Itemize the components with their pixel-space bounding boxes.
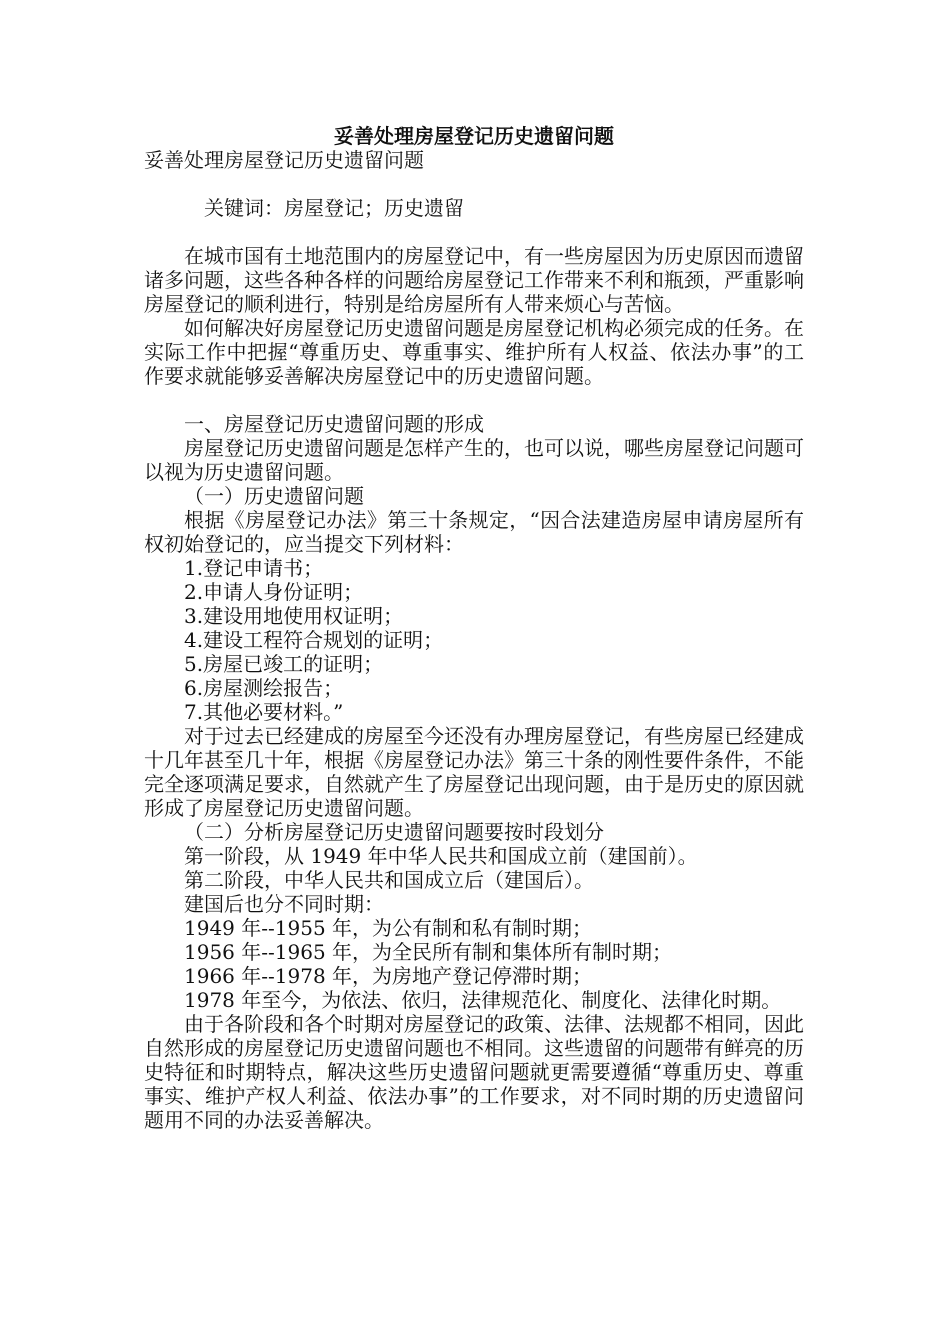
stage-line: 1978 年至今，为依法、依归，法律规范化、制度化、法律化时期。: [184, 988, 782, 1012]
blank-line: [144, 172, 804, 196]
list-item: 3.建设用地使用权证明；: [184, 604, 404, 628]
list-item: 7.其他必要材料。”: [184, 700, 344, 724]
paragraph: 根据《房屋登记办法》第三十条规定，“因合法建造房屋申请房屋所有权初始登记的，应当提交下列材料：: [144, 508, 804, 556]
stage-line: 第二阶段，中华人民共和国成立后（建国后）。: [184, 868, 594, 892]
blank-line: [144, 388, 804, 412]
keywords-line: 关键词：房屋登记；历史遗留: [204, 196, 464, 220]
blank-line: [144, 220, 804, 244]
stage-line: 建国后也分不同时期：: [184, 892, 384, 916]
list-item: 6.房屋测绘报告；: [184, 676, 344, 700]
subsection-heading: （一）历史遗留问题: [184, 484, 364, 508]
list-item: 4.建设工程符合规划的证明；: [184, 628, 444, 652]
paragraph: 对于过去已经建成的房屋至今还没有办理房屋登记，有些房屋已经建成十几年甚至几十年，根据《房屋登记办法》第三十条的刚性要件条件，不能完全逐项满足要求，自然就产生了房屋登记出现问题，由于是历史的原因就形成了房屋登记历史遗留问题。: [144, 724, 804, 820]
paragraph: 如何解决好房屋登记历史遗留问题是房屋登记机构必须完成的任务。在实际工作中把握“尊重历史、尊重事实、维护所有人权益、依法办事”的工作要求就能够妥善解决房屋登记中的历史遗留问题。: [144, 316, 804, 388]
stage-line: 1966 年--1978 年，为房地产登记停滞时期；: [184, 964, 593, 988]
paragraph: 房屋登记历史遗留问题是怎样产生的，也可以说，哪些房屋登记问题可以视为历史遗留问题。: [144, 436, 804, 484]
stage-line: 第一阶段，从 1949 年中华人民共和国成立前（建国前）。: [184, 844, 698, 868]
list-item: 2.申请人身份证明；: [184, 580, 364, 604]
list-item: 5.房屋已竣工的证明；: [184, 652, 384, 676]
stage-line: 1949 年--1955 年，为公有制和私有制时期；: [184, 916, 593, 940]
section-heading: 一、房屋登记历史遗留问题的形成: [184, 412, 484, 436]
document-body: [144, 124, 804, 1132]
subsection-heading: （二）分析房屋登记历史遗留问题要按时段划分: [184, 820, 604, 844]
list-item: 1.登记申请书；: [184, 556, 324, 580]
document-title: 妥善处理房屋登记历史遗留问题: [334, 124, 614, 148]
stage-line: 1956 年--1965 年，为全民所有制和集体所有制时期；: [184, 940, 673, 964]
paragraph: 由于各阶段和各个时期对房屋登记的政策、法律、法规都不相同，因此自然形成的房屋登记历史遗留问题也不相同。这些遗留的问题带有鲜亮的历史特征和时期特点，解决这些历史遗留问题就更需要遵循“尊重历史、尊重事实、维护产权人利益、依法办事”的工作要求，对不同时期的历史遗留问题用不同的办法妥善解决。: [144, 1012, 804, 1132]
document-subtitle: 妥善处理房屋登记历史遗留问题: [144, 148, 424, 172]
paragraph: 在城市国有土地范围内的房屋登记中，有一些房屋因为历史原因而遗留诸多问题，这些各种各样的问题给房屋登记工作带来不利和瓶颈，严重影响房屋登记的顺利进行，特别是给房屋所有人带来烦心与苦恼。: [144, 244, 804, 316]
